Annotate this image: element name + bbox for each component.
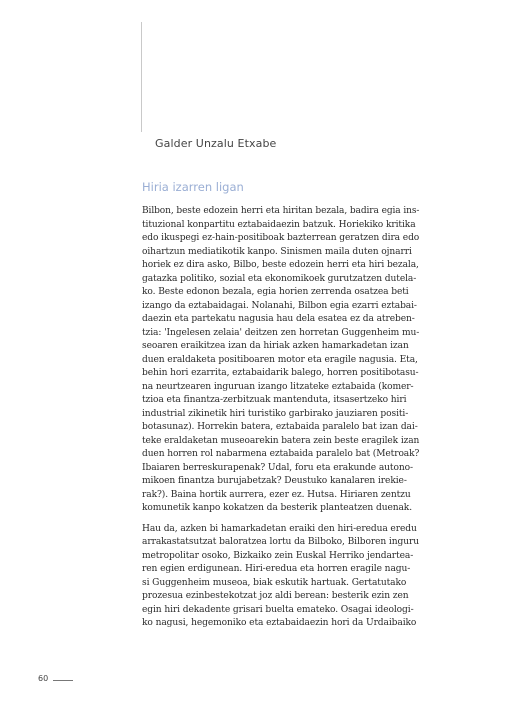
text-line: si Guggenheim museoa, biak eskutik hartuak. Gertatutako xyxy=(142,577,407,588)
text-line: tzioa eta finantza-zerbitzuak mantenduta, itsasertzeko hiri xyxy=(142,395,407,405)
text-line: tzia: 'Ingelesen zelaia' deitzen zen horretan Guggenheim mu- xyxy=(142,327,420,338)
paragraph-2 xyxy=(142,523,419,631)
text-line: komunetik kanpo kokatzen da besterik planteatzen duenak. xyxy=(142,503,413,513)
text-line: ren egien erdigunean. Hiri-eredua eta horren eragile nagu- xyxy=(142,564,411,574)
text-line: na neurtzearen inguruan izango litzateke eztabaida (komer- xyxy=(142,381,414,392)
paragraph-spacer xyxy=(142,516,419,523)
text-line: mikoen finantza burujabetzak? Deustuko kanalaren irekie- xyxy=(142,476,407,486)
text-line: rak?). Baina hortik aurrera, ezer ez. Hutsa. Hiriaren zentzu xyxy=(142,489,411,500)
text-line: gatazka politiko, sozial eta ekonomikoek gurutzatzen dutela- xyxy=(142,273,417,284)
text-line: edo ikuspegi ez-hain-positiboak bazterrean geratzen dira edo xyxy=(142,233,420,243)
text-line: horiek ez dira asko, Bilbo, beste edozein herri eta hiri bezala, xyxy=(142,260,419,270)
paragraph-1 xyxy=(142,205,419,516)
page-number-rule xyxy=(53,680,73,681)
author-name: Galder Unzalu Etxabe xyxy=(155,137,277,150)
page-number: 60 xyxy=(38,674,49,683)
text-line: Hau da, azken bi hamarkadetan eraiki den hiri-eredua eredu xyxy=(142,523,417,534)
text-line: oihartzun mediatikotik kanpo. Sinismen maila duten ojnarri xyxy=(142,246,412,257)
text-line: tituzional konpartitu eztabaidaezin batzuk. Horiekiko kritika xyxy=(142,219,416,230)
text-line: izango da eztabaidagai. Nolanahi, Bilbon egia ezarri eztabai- xyxy=(142,300,417,311)
text-line: industrial zikinetik hiri turistiko garbirako jauziaren positi- xyxy=(142,408,409,419)
text-line: Ibaiaren berreskurapenak? Udal, foru eta erakunde autono- xyxy=(142,462,413,473)
text-line: teke eraldaketan museoarekin batera zein beste eragilek izan xyxy=(142,435,420,446)
text-line: botasunaz). Horrekin batera, eztabaida paralelo bat izan dai- xyxy=(142,422,418,432)
text-line: Bilbon, beste edozein herri eta hiritan bezala, badira egia ins- xyxy=(142,206,420,216)
body-text xyxy=(142,205,419,631)
text-line: ko. Beste edonon bezala, egia horien zerrenda osatzea beti xyxy=(142,287,409,297)
text-line: daezin eta partekatu nagusia hau dela esatea ez da atreben- xyxy=(142,314,415,324)
text-line: duen eraldaketa positiboaren motor eta eragile nagusia. Eta, xyxy=(142,354,418,365)
vertical-rule xyxy=(141,22,142,132)
text-line: arrakastatsutzat baloratzea lortu da Bilboko, Bilboren inguru xyxy=(142,537,419,547)
text-line: seoaren eraikitzea izan da hiriak azken hamarkadetan izan xyxy=(142,341,409,351)
text-line: metropolitar osoko, Bizkaiko zein Euskal Herriko jendartea- xyxy=(142,550,414,561)
text-line: duen horren rol nabarmena eztabaida paralelo bat (Metroak? xyxy=(142,449,420,459)
chapter-title: Hiria izarren ligan xyxy=(142,180,244,194)
text-line: egin hiri dekadente grisari buelta emateko. Osagai ideologi- xyxy=(142,604,414,615)
text-line: prozesua ezinbestekotzat joz aldi berean: besterik ezin zen xyxy=(142,591,409,601)
text-line: behin hori ezarrita, eztabaidarik balego, horren positibotasu- xyxy=(142,368,419,378)
text-line: ko nagusi, hegemoniko eta eztabaidaezin hori da Urdaibaiko xyxy=(142,618,417,628)
